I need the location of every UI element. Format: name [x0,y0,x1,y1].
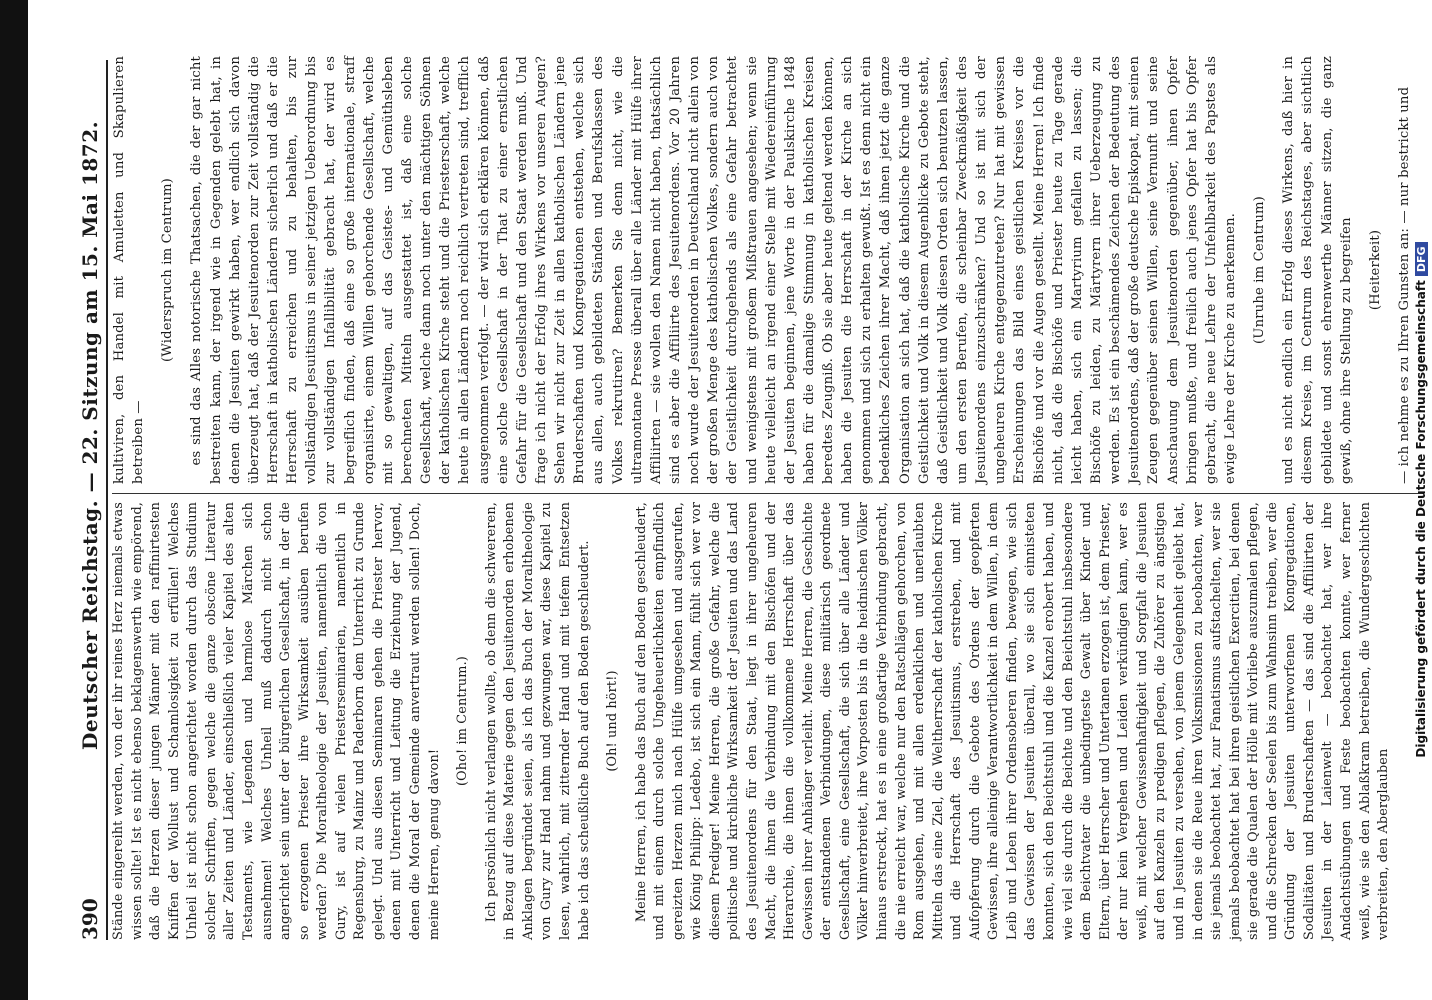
paragraph: und es nicht endlich ein Erfolg dieses Wirkens, daß hier in diesem Kreise, im Centrum des Reichstages, aber sichtlich gebildete und sonst ehrenwerthe Männer sitzen, die ganz gewiß, ohne ihre Stellung zu begreifen [1281,56,1354,484]
digitization-credit [1414,40,1432,960]
left-column [110,502,1424,940]
paragraph: Stände eingereiht werden, von der ihr reines Herz niemals etwas wissen sollte! Ist es nicht ebenso beklagenswerth wie empörend, daß die Herzen dieser jungen Männer mit den raffinirtesten Kniffen der Wollust und Schamlosigkeit zu erfüllen! Welches Unheil ist nicht schon angerichtet worden durch das Studium solcher Schriften, gegen welche die ganze obscöne Literatur aller Zeiten und Länder, einschließlich vieler Kapitel des alten Testaments, wie Legenden und harmlose Märchen sich ausnehmen! Welches Unheil muß dadurch nicht schon angerichtet sein unter der bürgerlichen Gesellschaft, in der die so erzogenen Priester ihre Wirksamkeit ausüben berufen werden? Die Moraltheologie der Jesuiten, namentlich die von Gury, ist auf vielen Priesterseminarien, namentlich in Regensburg, zu Mainz und Paderborn dem Unterricht zu Grunde gelegt. Und aus diesen Seminaren gehen die Priester hervor, denen mit Unterricht und Leitung die Erziehung der Jugend, denen die Moral der Gemeinde anvertraut werden sollen! Doch, meine Herren, genug davon! [111,502,442,940]
running-head [66,60,108,940]
right-column [110,56,1424,484]
interjection: (Heiterkeit) [1367,229,1383,311]
paragraph: Ich persönlich nicht verlangen wollte, ob denn die schwereren, in Bezug auf diese Materie gegen den Jesuitenorden erhobenen Anklagen begründet seien, als ich das Buch der Moraltheologie von Gury zur Hand nahm und gezwungen war, diese Kapitel zu lesen, wahrlich, mit zitternder Hand und mit tiefem Entsetzen habe ich das scheußliche Buch auf den Boden geschleudert. [483,502,592,940]
interjection: (Oho! im Centrum.) [455,656,471,786]
dfg-logo: DFG [1415,242,1428,276]
interjection: (Widerspruch im Centrum) [160,178,176,362]
page-title: Deutscher Reichstag. — 22. Sitzung am 15. Mai 1872. [78,120,102,750]
credit-text: Digitalisierung gefördert durch die Deutsche Forschungsgemeinschaft [1414,280,1428,758]
paragraph: kultiviren, den Handel mit Amuletten und Skapulieren betreiben — [112,56,147,484]
paragraph: — ich nehme es zu Ihren Gunsten an: — nur bestrickt und [1397,86,1412,484]
page-number: 390 [78,898,102,940]
interjection: (Unruhe im Centrum) [1252,196,1268,344]
interjection: (Oh! und hört!) [605,670,621,772]
column-divider [112,493,1424,494]
paragraph: Meine Herren, ich habe das Buch auf den Boden geschleudert, und mit einem durch solche Ungeheuerlichkeiten empfindlich gereizten Herzen mich nach Hülfe umgesehen und ausgerufen, wie König Philipp: Ledebo, ist sich ein Mann, fühlt sich wer vor diesem Prediger! Meine Herren, die große Gefahr, welche die politische und kirchliche Wirksamkeit der Jesuiten und das Land des Jesuitenordens für den Staat, liegt in ihrer ungeheuren Macht, die ihnen die Verbindung mit den Bischöfen und der Hierarchie, die ihnen die vollkommene Herrschaft über das Gewissen ihrer Anhänger verleiht. Meine Herren, die Geschichte der entstandenen Verbindungen, diese militärisch geordnete Gesellschaft, eine Gesellschaft, die sich über alle Länder und Völker hinverbreitet, ihre Vorposten bis in die heidnischen Völker hinaus erstreckt, hat es in eine großartige Verbindung gebracht, die nie erreicht war, welche nur den Ratschlägen gehorchen, von Rom ausgehen, und mit allen erdenklichen und unerlaubten Mitteln das eine Ziel, die Weltherrschaft der katholischen Kirche und die Herrschaft des Jesuitismus, erstreben, und mit Aufopferung durch die Gebote des Ordens der geopferten Gewissen, ihre alleinige Verantwortlichkeit in dem Willen, in dem Leib und Leben ihrer Ordensoberen finden, bewegen, wie sich das Gewissen der Jesuiten überall, wo sie sich einnisteten konnten, sich den Beichtstuhl und die Kanzel erobert haben, und wie viel sie durch die Beichte und den Beichtstuhl insbesondere dem Beichtvater die unbedingteste Gewalt über Kinder und Eltern, über Herrscher und Untertanen erzogen ist, dem Priester, der nur kein Vergehen und Leiden verkündigen kann, wer es weiß, mit welcher Gewissenhaftigkeit und Sorgfalt die Jesuiten auf den Kanzeln zu predigen pflegen, die Zuhörer zu ängstigen und in Jesuiten zu versehen, von jenem Gelegenheit geliebt hat, in denen sie die Reue ihren Volksmissionen zu beobachten, wer sie jemals beobachtet hat, zur Fanatismus aufstachelten, wer sie jemals beobachtet hat bei ihren geistlichen Exercitien, bei denen sie gerade die Qualen der Hölle mit Vorliebe auszumalen pflegen, und die Schrecken der Seelen bis zum Wahnsinn treiben, wer die Gründung der Jesuiten unterworfenen Kongregationen, Sodalitäten und Bruderschaften — das sind die Affiliirten der Jesuiten in der Laienwelt — beobachtet hat, wer ihre Andachtsübungen und Feste beobachten konnte, wer ferner weiß, wie sie den Ablaßkram betreiben, die Wundergeschichten verbreiten, den Aberglauben [633,502,1392,940]
scan-edge [0,0,28,1000]
paragraph: es sind das Alles notorische Thatsachen, die der gar nicht bestreiten kann, der irgend wie in Gegenden gelebt hat, in denen die Jesuiten gewirkt haben, wer endlich sich davon überzeugt hat, daß der Jesuitenorden zur Zeit vollständig die Herrschaft in katholischen Ländern sicherlich und daß er die Herrschaft zu erreichen und zu behalten, bis zur vollständigen Jesuitismus in seiner jetzigen Ueberordnung bis zur vollständigen Infallibilität gebracht hat, der wird es begreiflich finden, daß eine so große internationale, straff organisirte, einem Willen gehorchende Gesellschaft, welche mit so gewaltigen, auf das Geistes- und Gemüthsleben berechneten Mitteln ausgestattet ist, daß eine solche Gesellschaft, welche dann noch unter den mächtigen Söhnen der katholischen Kirche steht und die Priesterschaft, welche heute in allen Ländern noch reichlich vertreten sind, trefflich ausgenommen verfolgt. — der wird sich erklären können, daß eine solche Gesellschaft in der That zu einer ernstlichen Gefahr für die Gesellschaft und den Staat werden muß. Und frage ich nicht der Erfolg ihres Wirkens vor unseren Augen? Sehen wir nicht zur Zeit in allen katholischen Ländern jene Bruderschaften und Kongregationen entstehen, welche sich aus allen, auch gebildeten Ständen und Berufsklassen des Volkes rekrutiren? Bemerken Sie denn nicht, wie die ultramontane Presse überall über alle Länder mit Hülfe ihrer Affiliirten — sie wollen den Namen nicht haben, thatsächlich sind es aber die Affiliirte des Jesuitenordens. Vor 20 Jahren noch wurde der Jesuitenorden in Deutschland nicht allein von der großen Menge des katholischen Volkes, sondern auch von der Geistlichkeit durchgehends als eine Gefahr betrachtet und wenigstens mit großem Mißtrauen angesehen; wenn sie heute vielleicht an irgend einer Stelle mit Wiedereinführung der Jesuiten beginnen, jene Worte in der Paulskirche 1848 haben für die damalige Stimmung in katholischen Kreisen beredtes Zeugniß. Ob sie aber heute geltend werden können, haben die Jesuiten die Herrschaft in der Kirche an sich genommen und sich zu erhalten gewußt. Ist es denn nicht ein bedenkliches Zeichen ihrer Macht, daß ihnen jetzt die ganze Organisation an sich hat, daß die katholische Kirche und die Geistlichkeit und Volk in diesem Augenblicke zu Gebote steht, daß Geistlichkeit und Volk diesen Orden sich benutzen lassen, um den ersten Berufen, die scheinbar Zweckmäßigkeit des Jesuitenordens einzuschränken? Und so ist mit sich der ungeheuren Kirche entgegenzutreten? Nur hat mit gewissen Erscheinungen das Bild eines geistlichen Kreises vor die Bischöfe und vor die Augen gestellt. Meine Herren! Ich finde nicht, daß die Bischöfe und Priester heute zu Tage gerade leicht haben, sich ein Martyrium gefallen zu lassen; die Bischöfe zu leiden, zu Märtyrern ihrer Ueberzeugung zu werden. Es ist ein beschämendes Zeichen der Bedeutung des Jesuitenordens, daß der große deutsche Episkopat, mit seinen Zeugen gegenüber seinen Willen, seine Vernunft und seine Anschauung dem Jesuitenorden gegenüber, ihnen Opfer bringen mußte, und freilich auch jenes Opfer hat bis Opfer gebracht, die neue Lehre der Unfehlbarkeit des Papstes als ewige Lehre der Kirche zu anerkennen. [189,56,1239,484]
